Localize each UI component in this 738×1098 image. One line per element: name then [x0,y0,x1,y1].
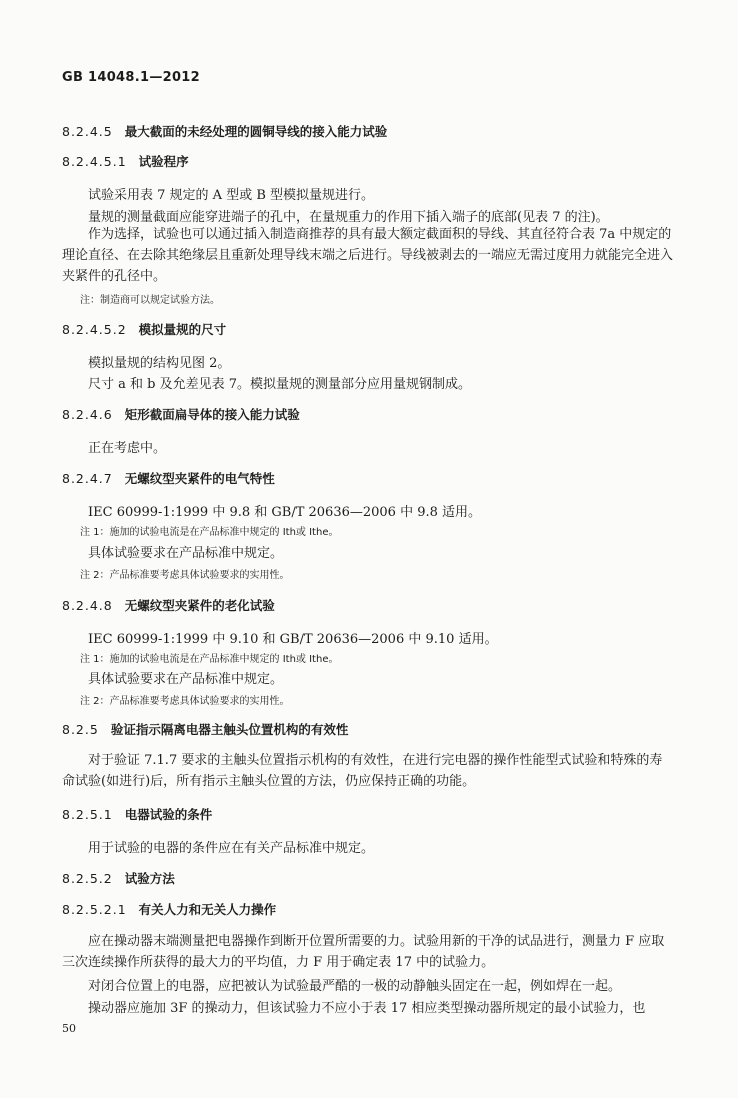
paragraph: 操动器应施加 3F 的操动力，但该试验力不应小于表 17 相应类型操动器所规定的最小试验力，也 [88,1001,646,1016]
page-number: 50 [62,1022,76,1035]
section-number: 8.2.5.2 [62,871,113,886]
heading-8-2-4-5 [62,122,387,140]
section-title: 无螺纹型夹紧件的老化试验 [124,598,275,613]
paragraph: 对于验证 7.1.7 要求的主触头位置指示机构的有效性，在进行完电器的操作性能型式试验和特殊的寿命试验(如进行)后，所有指示主触头位置的方法，仍应保持正确的功能。 [62,753,663,789]
section-number: 8.2.5 [62,722,99,737]
section-number: 8.2.5.1 [62,807,113,822]
section-number: 8.2.4.5.2 [62,322,127,337]
paragraph: 作为选择，试验也可以通过插入制造商推荐的具有最大额定截面积的导线、其直径符合表 7a 中规定的理论直径、在去除其绝缘层且重新处理导线末端之后进行。导线被剥去的一端应无需过度用力就能完全进入夹紧件的孔径中。 [62,227,674,284]
heading-8-2-4-5-2 [62,320,226,338]
section-title: 验证指示隔离电器主触头位置机构的有效性 [110,722,349,737]
paragraph: 对闭合位置上的电器，应把被认为试验最严酷的一极的动静触头固定在一起，例如焊在一起。 [88,979,622,994]
heading-8-2-5-1 [62,805,212,823]
paragraph: 具体试验要求在产品标准中规定。 [88,672,284,687]
section-number: 8.2.4.7 [62,471,113,486]
paragraph: 用于试验的电器的条件应在有关产品标准中规定。 [88,841,375,856]
heading-8-2-4-8 [62,596,275,614]
note: 注：制造商可以规定试验方法。 [80,295,220,306]
heading-8-2-4-7 [62,469,275,487]
section-title: 试验程序 [138,154,189,169]
section-title: 矩形截面扁导体的接入能力试验 [124,407,300,422]
note: 注 2：产品标准要考虑具体试验要求的实用性。 [80,570,290,581]
paragraph: 量规的测量截面应能穿进端子的孔中，在量规重力的作用下插入端子的底部(见表 7 的注)。 [88,210,609,225]
paragraph: 应在操动器末端测量把电器操作到断开位置所需要的力。试验用新的干净的试品进行，测量力 F 应取三次连续操作所获得的最大力的平均值，力 F 用于确定表 17 中的试验力。 [62,934,665,970]
paragraph: 模拟量规的结构见图 2。 [88,356,231,371]
note: 注 1：施加的试验电流是在产品标准中规定的 Ith或 Ithe。 [80,654,339,665]
paragraph: IEC 60999-1:1999 中 9.8 和 GB/T 20636—2006 中 9.8 适用。 [88,505,482,520]
section-number: 8.2.5.2.1 [62,902,127,917]
heading-8-2-4-6 [62,405,300,423]
section-title: 最大截面的未经处理的圆铜导线的接入能力试验 [124,124,388,139]
section-number: 8.2.4.5 [62,124,113,139]
section-number: 8.2.4.5.1 [62,154,127,169]
heading-8-2-5 [62,720,348,738]
heading-8-2-5-2 [62,869,175,887]
section-title: 模拟量规的尺寸 [138,322,227,337]
paragraph: 尺寸 a 和 b 及允差见表 7。模拟量规的测量部分应用量规钢制成。 [88,377,472,392]
standard-header: GB 14048.1—2012 [62,70,200,85]
paragraph: 正在考虑中。 [88,441,167,456]
section-title: 无螺纹型夹紧件的电气特性 [124,471,275,486]
section-title: 有关人力和无关人力操作 [138,902,277,917]
section-number: 8.2.4.6 [62,407,113,422]
section-number: 8.2.4.8 [62,598,113,613]
paragraph: 试验采用表 7 规定的 A 型或 B 型模拟量规进行。 [88,188,375,203]
paragraph: IEC 60999-1:1999 中 9.10 和 GB/T 20636—2006 中 9.10 适用。 [88,632,498,647]
section-title: 电器试验的条件 [124,807,213,822]
paragraph: 具体试验要求在产品标准中规定。 [88,546,284,561]
heading-8-2-5-2-1 [62,900,276,918]
heading-8-2-4-5-1 [62,152,189,170]
note: 注 1：施加的试验电流是在产品标准中规定的 Ith或 Ithe。 [80,527,339,538]
section-title: 试验方法 [124,871,175,886]
note: 注 2：产品标准要考虑具体试验要求的实用性。 [80,696,290,707]
